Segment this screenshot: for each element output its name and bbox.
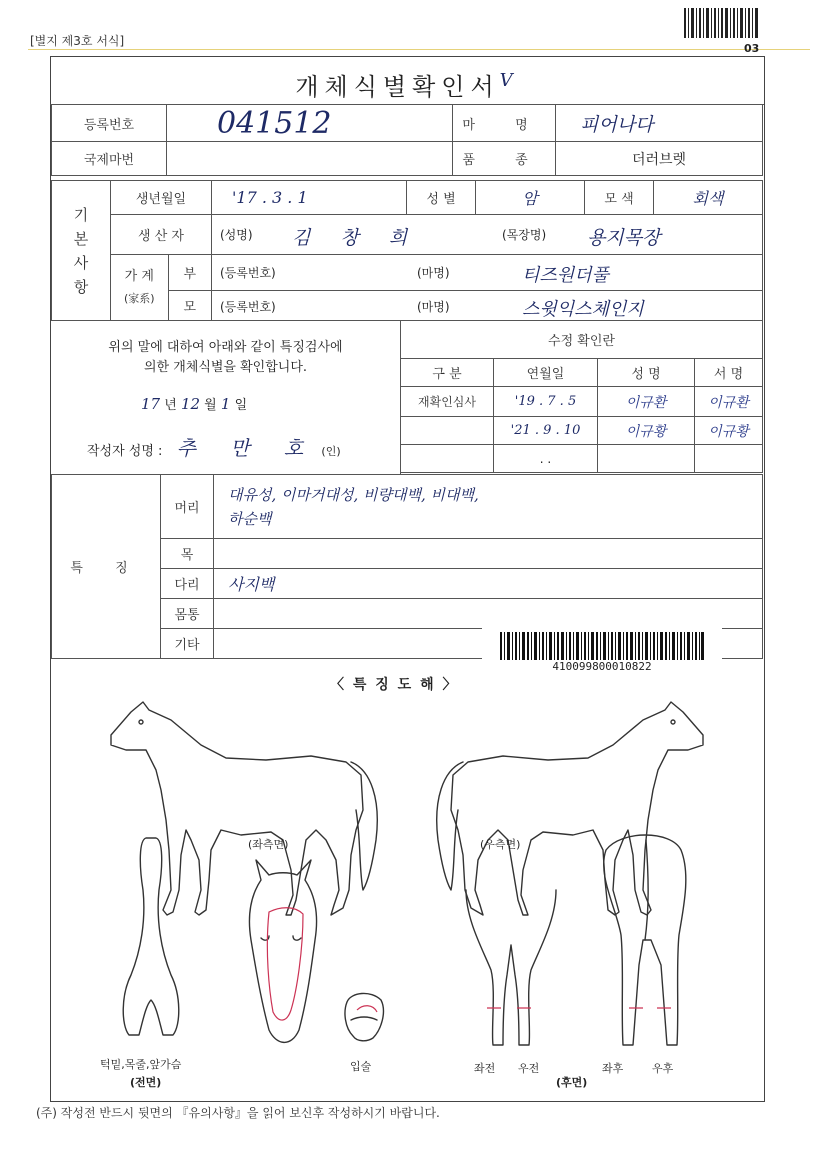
sire-name-value: 티즈원더풀 [522,265,609,286]
dam-cell [212,291,763,321]
horse-name-label: 마 명 [453,105,556,142]
sire-reg-label: (등록번호) [220,266,276,280]
row3-name [598,445,695,473]
top-barcode [684,8,760,38]
right-rear-caption: 우후 [652,1062,674,1075]
neck-value [214,539,763,569]
dam-reg-label: (등록번호) [220,300,276,314]
head-label: 머리 [161,475,214,539]
dam-name-value: 스윗익스체인지 [522,299,644,320]
breed-label: 품 종 [453,142,556,176]
front-view-caption: (전면) [130,1076,162,1089]
author-row [87,432,341,461]
revision-title: 수정 확인란 [401,321,763,359]
birth-value: '17 . 3 . 1 [212,181,407,215]
document-title [50,57,764,105]
left-front-caption: 좌전 [474,1062,496,1075]
right-side-horse-icon [437,702,703,915]
farm-value: 용지목장 [587,227,661,249]
row3-sign [695,445,763,473]
neck-label: 목 [161,539,214,569]
author-seal: (인) [321,445,341,458]
footnote: (주) 작성전 반드시 뒷면의 『유의사항』을 읽어 보신후 작성하시기 바랍니다. [36,1106,440,1120]
head-value: 대유성, 이마거대성, 비량대백, 비대백, 하순백 [214,475,763,539]
barcode-sticker [482,628,722,676]
legs-value: 사지백 [214,569,763,599]
left-rear-caption: 좌후 [602,1062,624,1075]
face-marking-icon [267,908,303,1020]
table-row [401,445,763,473]
page-number: 03 [744,42,760,55]
body-value [214,599,763,629]
sex-label: 성 별 [407,181,476,215]
breeder-name-value: 김 창 희 [292,227,420,249]
col-sign: 서 명 [695,359,763,387]
row1-type: 재확인심사 [401,387,494,417]
lip-marking-icon [357,1006,377,1012]
revision-table [400,320,763,473]
horse-name-value: 피어나다 [556,105,763,142]
reg-no-label: 등록번호 [52,105,167,142]
sire-name-label: (마명) [417,266,450,280]
breeder-label: 생 산 자 [111,215,212,255]
basic-section-label: 기본사항 [52,181,111,321]
rear-view-caption: (후면) [556,1076,588,1089]
pedigree-label: 가 계 (家系) [111,255,169,321]
statement-line2: 의한 개체식별을 확인합니다. [143,360,308,375]
breeder-cell [212,215,763,255]
birth-label: 생년월일 [111,181,212,215]
right-front-caption: 우전 [518,1062,540,1075]
diagram-title: 〈 특 징 도 해 〉 [330,677,459,693]
intl-no-label: 국제마번 [52,142,167,176]
features-section-label: 특 징 [52,475,161,659]
col-name: 성 명 [598,359,695,387]
dam-name-label: (마명) [417,300,450,314]
lips-icon [345,993,383,1040]
reg-no-value: 041512 [167,105,453,142]
row2-name: 이규황 [598,417,695,445]
statement-line1: 위의 말에 대하여 아래와 같이 특징검사에 [108,340,343,355]
author-label: 작성자 성명 : [87,444,163,459]
col-date: 연월일 [494,359,598,387]
confirmation-block [51,320,401,475]
sire-label: 부 [168,255,211,291]
color-label: 모 색 [585,181,654,215]
sex-value: 암 [476,181,585,215]
dam-label: 모 [168,291,211,321]
other-label: 기타 [161,629,214,659]
table-row [401,417,763,445]
row1-sign: 이규환 [695,387,763,417]
row1-date: '19 . 7 . 5 [494,387,598,417]
barcode-number: 410099800010822 [552,660,652,673]
sire-cell [212,255,763,291]
header-divider [28,49,810,50]
row2-sign: 이규황 [695,417,763,445]
front-caption: 턱밑,목줄,앞가슴 [100,1058,182,1071]
title-text: 개체식별확인서 [295,73,500,101]
left-side-horse-icon [111,702,377,915]
row3-date: . . [494,445,598,473]
registration-table [51,104,763,176]
horse-diagram [51,690,763,1100]
right-side-caption: (우측면) [480,838,521,851]
lips-caption: 입술 [350,1060,372,1073]
form-tag: [별지 제3호 서식] [30,34,125,48]
intl-no-value [167,142,453,176]
head-front-icon [249,860,316,1042]
body-label: 몸통 [161,599,214,629]
row3-type [401,445,494,473]
title-check-mark: V [499,70,519,91]
confirm-date: 17 년 12 월 1 일 [141,395,248,413]
breeder-name-label: (성명) [220,228,253,242]
left-side-caption: (좌측면) [248,838,289,851]
row1-name: 이규환 [598,387,695,417]
legs-label: 다리 [161,569,214,599]
row2-date: '21 . 9 . 10 [494,417,598,445]
farm-label: (목장명) [502,228,547,242]
barcode-bars [500,632,704,660]
basic-info-table [51,180,763,321]
color-value: 회색 [654,181,763,215]
breed-value: 더러브렛 [556,142,763,176]
row2-type [401,417,494,445]
author-value: 추 만 호 [176,436,318,460]
col-type: 구 분 [401,359,494,387]
table-row [401,387,763,417]
